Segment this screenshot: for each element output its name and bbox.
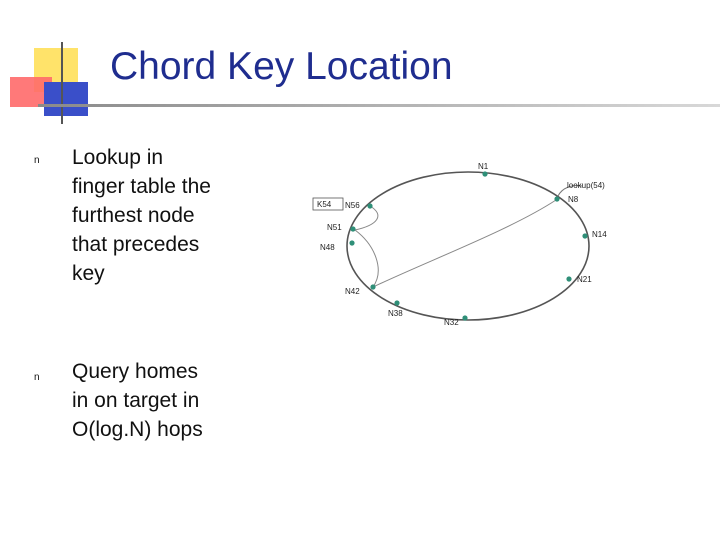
node-dot (554, 196, 559, 201)
node-label: N42 (345, 287, 360, 296)
node-label: N21 (577, 275, 592, 284)
node-label: N14 (592, 230, 607, 239)
node-label: N8 (568, 195, 579, 204)
decor-vertical-line (61, 42, 63, 124)
lookup-path-n8-n42 (373, 200, 556, 287)
node-label: N56 (345, 201, 360, 210)
node-label: N32 (444, 318, 459, 327)
node-dot (349, 240, 354, 245)
node-dot (367, 203, 372, 208)
bullet-marker: n (34, 372, 40, 383)
chord-ring (347, 172, 589, 320)
bullet-text: Query homes in on target in O(log.N) hops (72, 360, 203, 441)
decor-blue-square (44, 82, 88, 116)
bullet-text: Lookup in finger table the furthest node that precedes key (72, 146, 211, 285)
node-dot (566, 276, 571, 281)
node-label: N48 (320, 243, 335, 252)
node-dot (350, 226, 355, 231)
chord-ring-diagram (300, 150, 640, 340)
node-label: N1 (478, 162, 489, 171)
lookup-label: lookup(54) (567, 181, 605, 190)
node-label: N51 (327, 223, 342, 232)
node-dots (349, 171, 587, 320)
node-dot (462, 315, 467, 320)
node-label: N38 (388, 309, 403, 318)
node-dot (394, 300, 399, 305)
node-dot (582, 233, 587, 238)
key-label: K54 (317, 200, 332, 209)
title-underline (38, 104, 720, 107)
node-dot (370, 284, 375, 289)
slide-title: Chord Key Location (110, 45, 453, 88)
bullet-marker: n (34, 155, 40, 166)
node-dot (482, 171, 487, 176)
